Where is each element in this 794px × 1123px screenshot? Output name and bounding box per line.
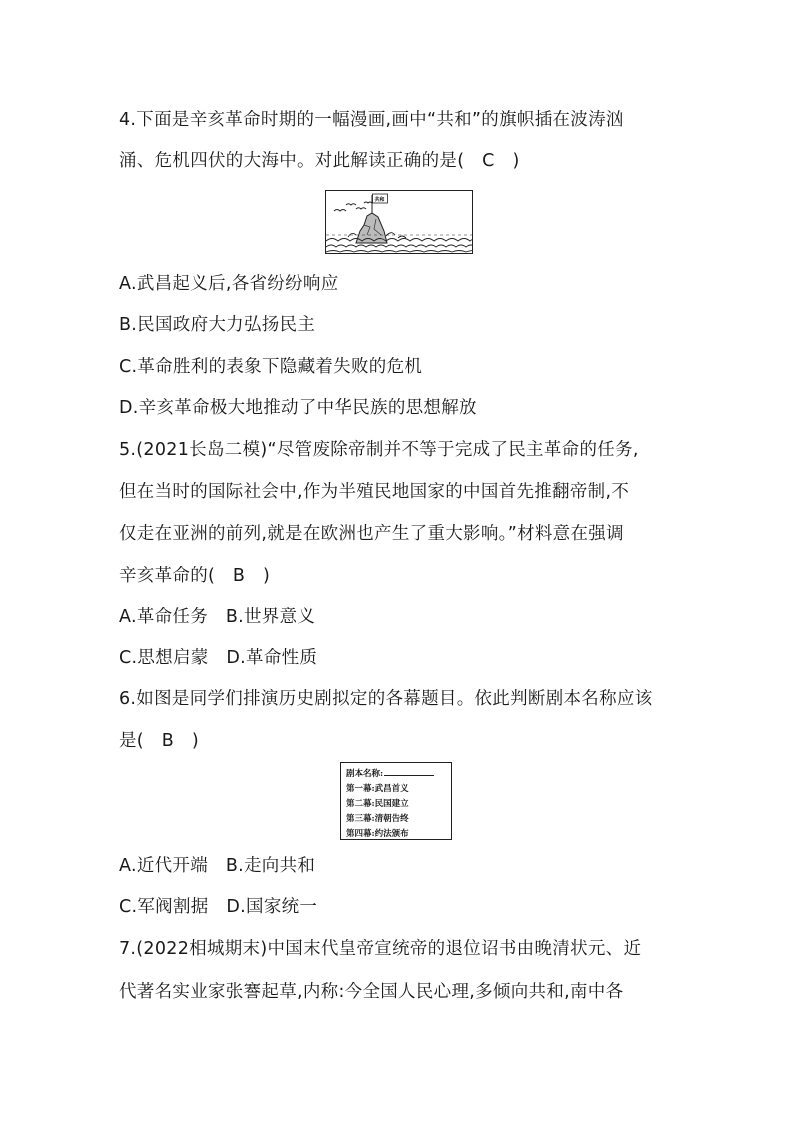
q7-stem-line-2: 代著名实业家张謇起草,内称:今全国人民心理,多倾向共和,南中各	[119, 982, 624, 1002]
q5-options-row-2: C.思想启蒙 D.革命性质	[119, 648, 318, 668]
script-act-2: 第二幕:民国建立	[346, 799, 409, 809]
script-act-4: 第四幕:约法颁布	[346, 829, 409, 839]
script-act-1: 第一幕:武昌首义	[346, 784, 409, 794]
script-title-box	[340, 762, 452, 840]
q5-stem-line-4: 辛亥革命的( B )	[119, 566, 271, 586]
q6-options-row-2: C.军阀割据 D.国家统一	[119, 897, 318, 917]
script-act-3: 第三幕:清朝告终	[346, 814, 409, 824]
script-title-label: 剧本名称:	[346, 769, 384, 779]
script-title-blank	[384, 766, 434, 776]
birds-icon	[334, 202, 372, 211]
flag-label: 共和	[374, 197, 385, 203]
q6-options-row-1: A.近代开端 B.走向共和	[119, 856, 316, 876]
q5-stem-line-2: 但在当时的国际社会中,作为半殖民地国家的中国首先推翻帝制,不	[119, 482, 630, 502]
q5-stem-line-3: 仅走在亚洲的前列,就是在欧洲也产生了重大影响。”材料意在强调	[119, 524, 624, 544]
q5-stem-line-1: 5.(2021长岛二模)“尽管废除帝制并不等于完成了民主革命的任务,	[119, 440, 639, 460]
q6-stem-line-2: 是( B )	[119, 731, 199, 751]
waves-icon	[326, 233, 472, 252]
q4-option-b: B.民国政府大力弘扬民主	[119, 315, 316, 335]
cartoon-illustration	[326, 191, 472, 253]
q4-stem-line-2: 涌、危机四伏的大海中。对此解读正确的是( C )	[119, 151, 520, 171]
q5-options-row-1: A.革命任务 B.世界意义	[119, 607, 316, 627]
republic-flag-cartoon	[325, 190, 473, 254]
q6-stem-line-1: 6.如图是同学们排演历史剧拟定的各幕题目。依此判断剧本名称应该	[119, 689, 653, 709]
q4-option-a: A.武昌起义后,各省纷纷响应	[119, 274, 339, 294]
q4-option-c: C.革命胜利的表象下隐藏着失败的危机	[119, 357, 423, 377]
q4-stem-line-1: 4.下面是辛亥革命时期的一幅漫画,画中“共和”的旗帜插在波涛汹	[119, 110, 624, 130]
q7-stem-line-1: 7.(2022相城期末)中国末代皇帝宣统帝的退位诏书由晚清状元、近	[119, 939, 642, 959]
q4-option-d: D.辛亥革命极大地推动了中华民族的思想解放	[119, 398, 477, 418]
